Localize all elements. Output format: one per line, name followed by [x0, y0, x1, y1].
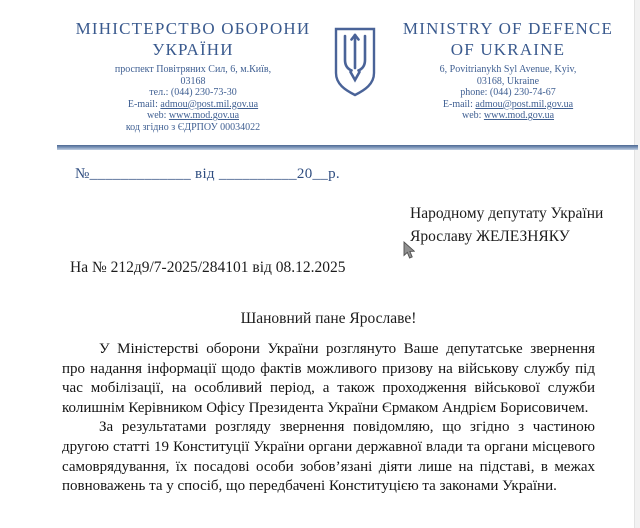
address-street-ua: проспект Повітряних Сил, 6, м.Київ, [114, 64, 272, 75]
addressee-title: Народному депутату України [410, 205, 604, 222]
body-paragraph-2: За результатами розгляду звернення повідомляю, що згідно з частиною другою статті 19 Конституції України органи державної влади та органи місцевого самоврядування, їх посадові особи зобов’язані діяти лише на підставі, в межах повноважень та у спосіб, що передбачені Конституцією та законами України. [62, 419, 595, 495]
email-line-en [379, 99, 637, 111]
edrpou-code: код згідно з ЄДРПОУ 00034022 [125, 121, 261, 133]
address-zip-en: 03168, Ukraine [476, 75, 540, 87]
ministry-title-ua-line2: УКРАЇНИ [152, 40, 234, 59]
body-paragraph-1: У Міністерстві оборони України розглянуто Ваше депутатське звернення про надання інформації щодо фактів можливого призову на військову службу під час мобілізації, на особливий період, а також проходження військової служби колишнім Керівником Офісу Президента України Єрмаком Андрієм Борисовичем. [62, 341, 595, 416]
phone-ua: тел.: (044) 230-73-30 [149, 87, 237, 98]
email-label-en: E-mail: [442, 98, 476, 110]
salutation: Шановний пане Ярославе! [240, 310, 417, 327]
email-label-ua: E-mail: [127, 98, 161, 110]
ministry-address-en [379, 64, 637, 122]
letter-body [62, 340, 595, 497]
email-link-ua: admou@post.mil.gov.ua [160, 98, 259, 110]
ministry-title-en-line2: OF UKRAINE [450, 40, 566, 59]
letterhead-ukrainian [57, 18, 329, 133]
phone-en: phone: (044) 230-74-67 [460, 87, 556, 98]
ministry-title-en [379, 18, 637, 60]
addressee-name: Ярославу ЖЕЛЕЗНЯКУ [410, 227, 570, 245]
letterhead-divider-rule [57, 145, 638, 150]
ministry-title-ua [57, 18, 329, 60]
mouse-cursor-icon [403, 241, 415, 259]
web-label-en: web: [461, 110, 484, 121]
web-label-ua: web: [146, 110, 169, 121]
web-line-ua [57, 110, 329, 122]
web-line-en [379, 110, 637, 122]
address-zip-ua: 03168 [180, 75, 206, 87]
email-line-ua [57, 99, 329, 111]
incoming-reference-line: На № 212д9/7-2025/284101 від 08.12.2025 [70, 259, 346, 276]
ministry-title-en-line1: MINISTRY OF DEFENCE [402, 19, 614, 38]
ukraine-trident-emblem-icon [332, 26, 378, 98]
email-link-en: admou@post.mil.gov.ua [475, 98, 574, 110]
web-link-ua: www.mod.gov.ua [168, 110, 240, 121]
addressee-block [410, 203, 635, 248]
outgoing-number-blank-line: №_____________ від __________20__р. [75, 166, 340, 182]
address-street-en: 6, Povitrianykh Syl Avenue, Kyiv, [439, 64, 577, 75]
ministry-title-ua-line1: МІНІСТЕРСТВО ОБОРОНИ [75, 19, 311, 38]
letterhead-english [379, 18, 637, 122]
ministry-address-ua [57, 64, 329, 133]
web-link-en: www.mod.gov.ua [483, 110, 555, 121]
